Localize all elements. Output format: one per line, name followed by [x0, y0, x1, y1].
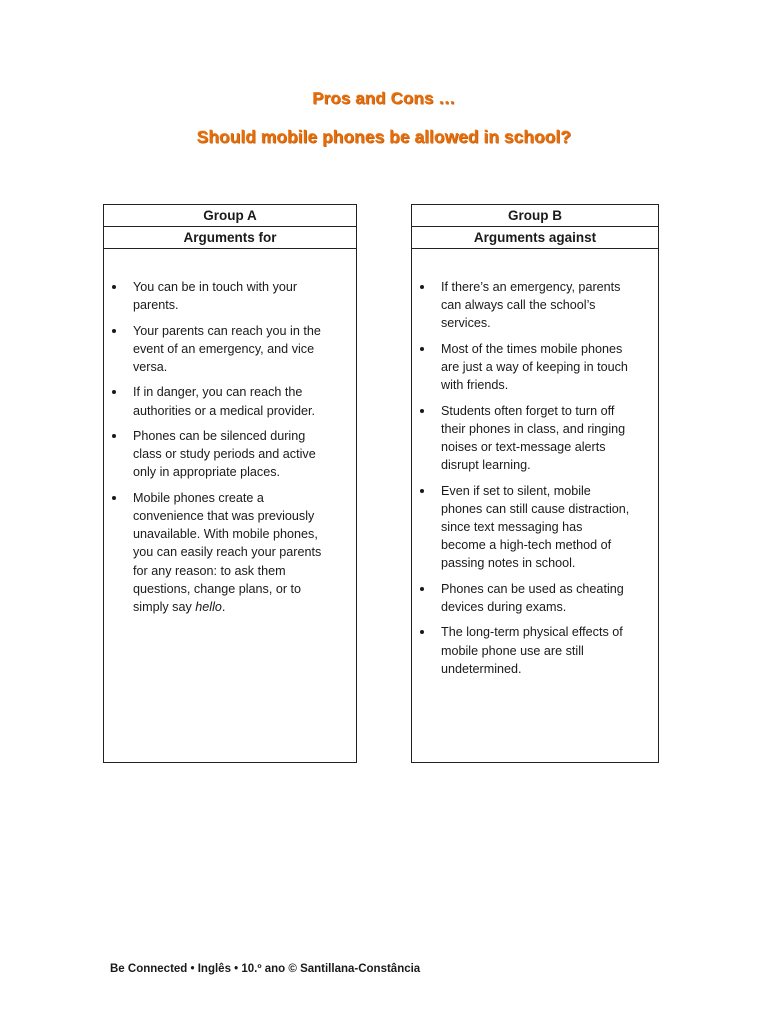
item-text: Phones can be used as cheating devices during exams.: [441, 581, 624, 614]
list-item: [104, 383, 356, 419]
bullet-icon: [420, 409, 424, 413]
group-b-header: Group B: [412, 205, 658, 227]
item-text: Most of the times mobile phones are just a way of keeping in touch with friends.: [441, 341, 628, 393]
group-b-box: [411, 204, 659, 763]
arguments-for-header: Arguments for: [104, 227, 356, 249]
arguments-against-list: [412, 249, 658, 678]
list-item: [412, 623, 658, 678]
list-item: [412, 580, 658, 616]
item-text: Even if set to silent, mobile phones can still cause distraction, since text messaging has become a high-tech method of passing notes in school.: [441, 483, 630, 571]
page-question: Should mobile phones be allowed in school?: [196, 127, 572, 147]
list-item: [412, 278, 658, 333]
bullet-icon: [112, 285, 116, 289]
item-text: Mobile phones create a convenience that was previously unavailable. With mobile phones, you can easily reach your parents for any reason: to ask them questions, change plans, or to simply say: [133, 490, 322, 614]
item-text: Phones can be silenced during class or study periods and active only in appropriate places.: [133, 428, 316, 480]
list-item: [412, 482, 658, 573]
item-text: Students often forget to turn off their phones in class, and ringing noises or text-message alerts disrupt learning.: [441, 403, 626, 473]
bullet-icon: [112, 434, 116, 438]
item-text-end: .: [221, 600, 226, 614]
group-a-header: Group A: [104, 205, 356, 227]
group-a-box: [103, 204, 357, 763]
bullet-icon: [112, 496, 116, 500]
arguments-for-list: [104, 249, 356, 616]
item-text: Your parents can reach you in the event of an emergency, and vice versa.: [133, 323, 321, 374]
arguments-against-header: Arguments against: [412, 227, 658, 249]
list-item: [412, 340, 658, 395]
page-footer: Be Connected • Inglês • 10.º ano © Santillana-Constância: [110, 963, 421, 975]
bullet-icon: [420, 489, 424, 493]
item-text: If there’s an emergency, parents can always call the school’s services.: [441, 280, 621, 331]
item-text: You can be in touch with your parents.: [133, 280, 298, 313]
list-item: [104, 278, 356, 314]
bullet-icon: [420, 630, 424, 634]
item-text: The long-term physical effects of mobile phone use are still undetermined.: [441, 625, 623, 676]
list-item: [104, 489, 356, 616]
list-item: [412, 402, 658, 475]
bullet-icon: [420, 587, 424, 591]
item-emphasis: hello: [195, 600, 222, 614]
list-item: [104, 322, 356, 377]
bullet-icon: [112, 390, 116, 394]
page-title: Pros and Cons …: [312, 89, 456, 108]
bullet-icon: [420, 347, 424, 351]
item-text: If in danger, you can reach the authorities or a medical provider.: [133, 385, 316, 418]
list-item: [104, 427, 356, 482]
bullet-icon: [112, 329, 116, 333]
bullet-icon: [420, 285, 424, 289]
